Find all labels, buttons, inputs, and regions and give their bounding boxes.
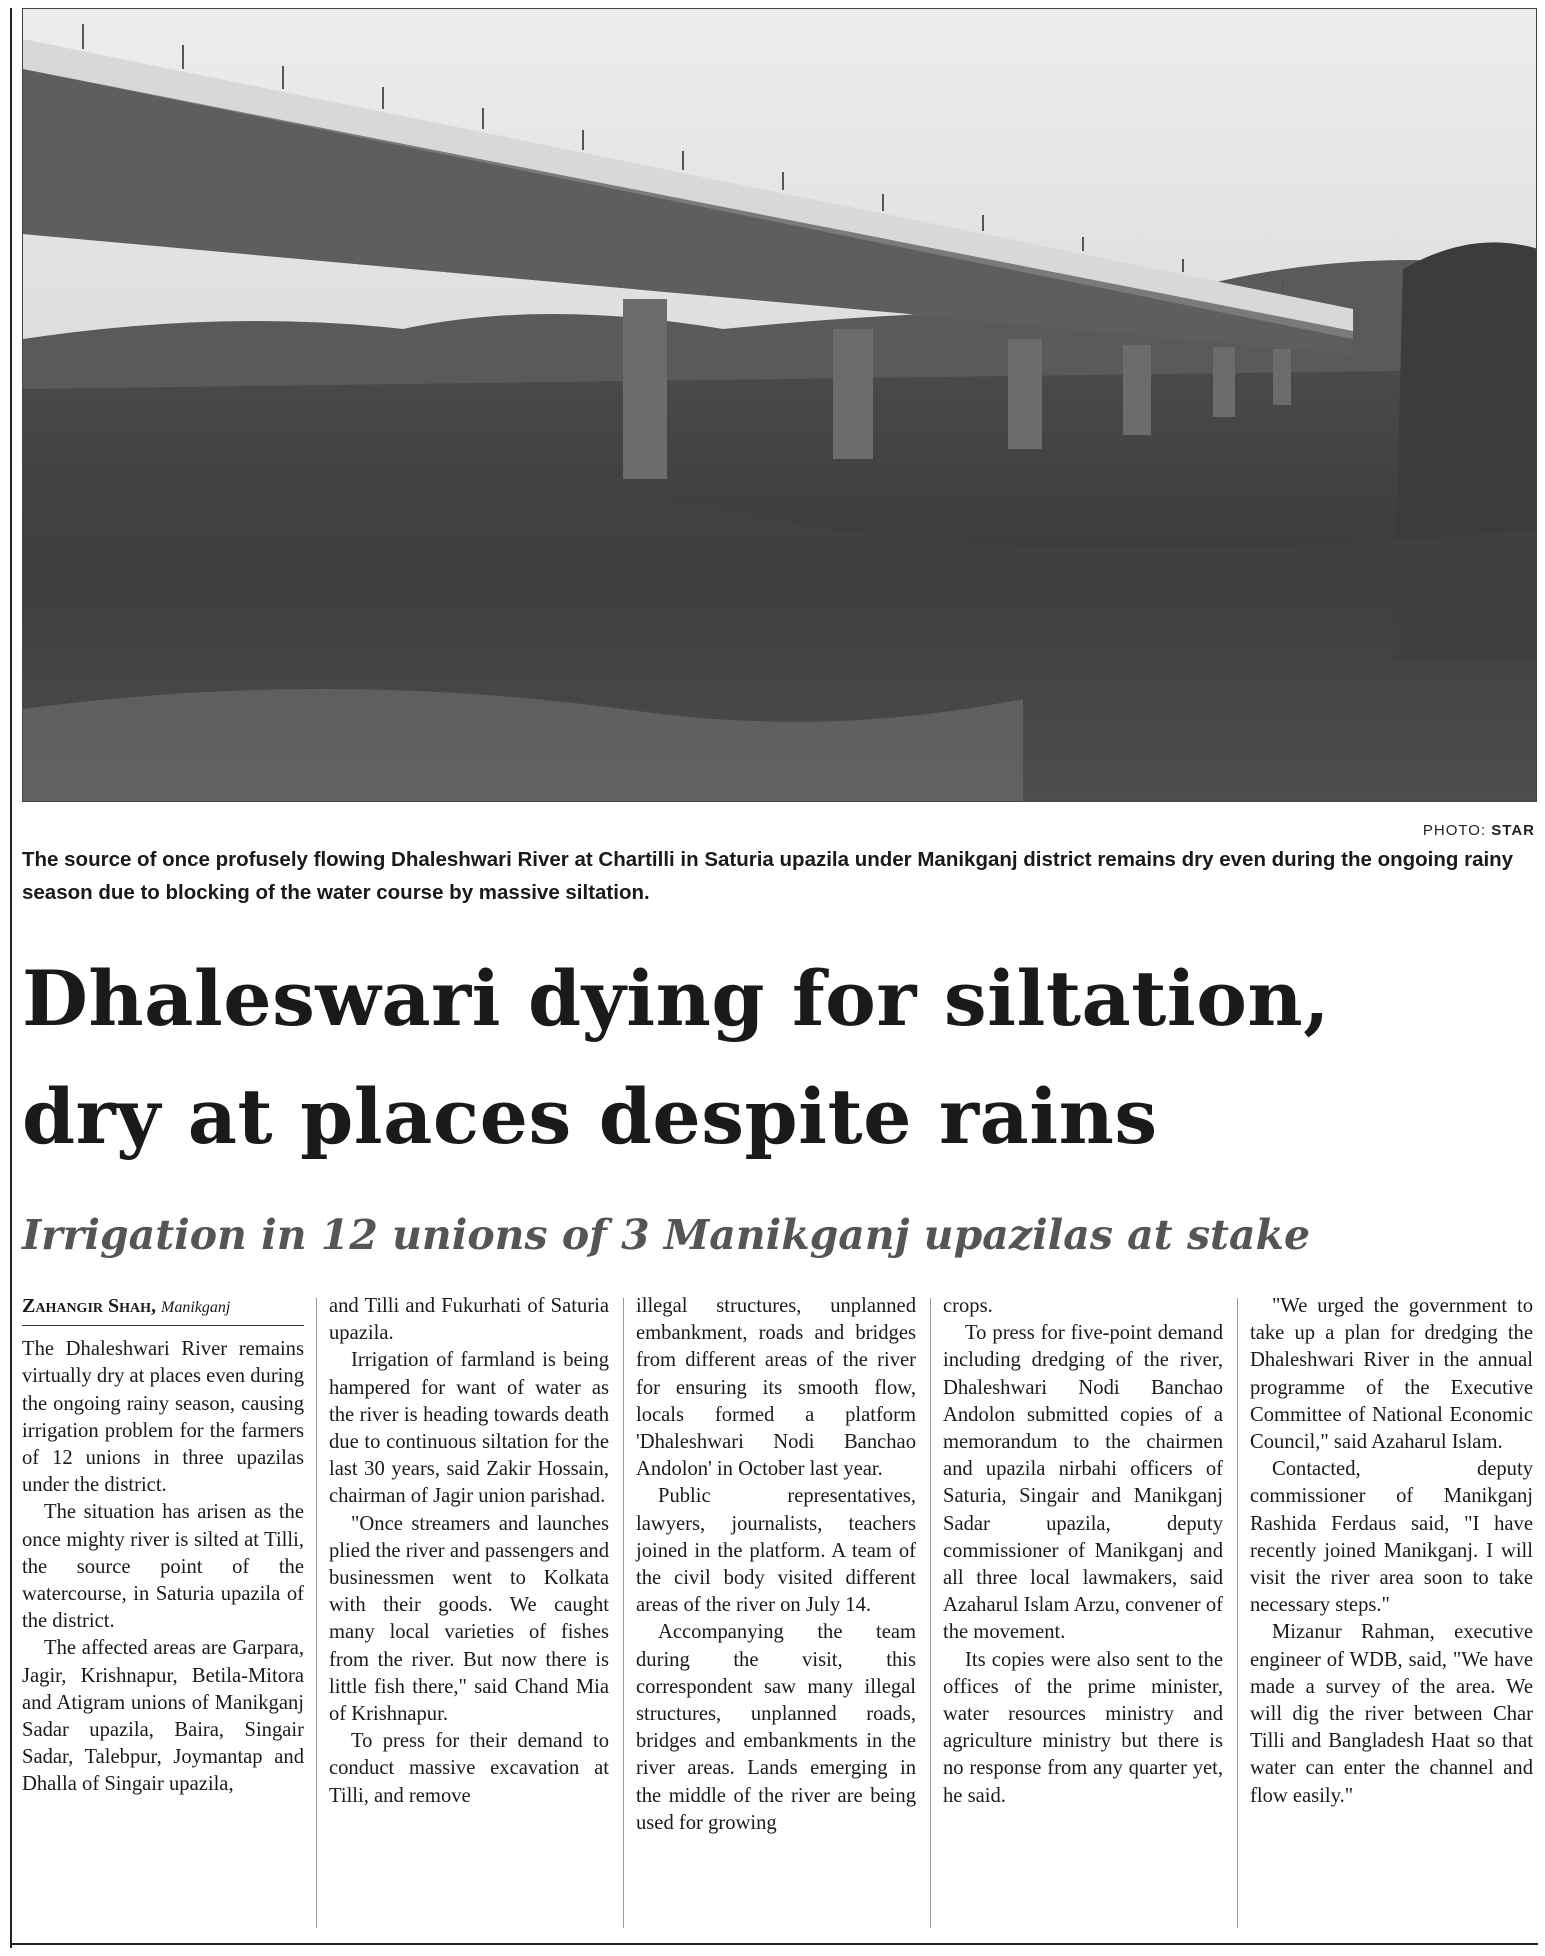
subheadline: Irrigation in 12 unions of 3 Manikganj upazilas at stake [22,1211,1311,1259]
column-divider [930,1298,931,1928]
bridge-photo-illustration [23,9,1537,802]
article-paragraph: Public representatives, lawyers, journalists, teachers joined in the platform. A team of the civil body visited different areas of the river on July 14. [636,1485,916,1617]
article-paragraph: "Once streamers and launches plied the river and passengers and businessmen went to Kolkata with their goods. We caught many local varieties of fishes from the river. But now there is little fish there," said Chand Mia of Krishnapur. [329,1512,609,1726]
article-paragraph: Accompanying the team during the visit, this correspondent saw many illegal structures, unplanned roads, bridges and embankments in the river areas. Lands emerging in the middle of the river are being used for growing [636,1621,916,1834]
article-paragraph: illegal structures, unplanned embankment, roads and bridges from different areas of the river for ensuring its smooth flow, locals formed a platform 'Dhaleshwari Nodi Banchao Andolon' in October last year. [636,1295,916,1481]
photo-credit-source: STAR [1491,822,1535,839]
photo-caption: The source of once profusely flowing Dhaleshwari River at Chartilli in Saturia upazila under Manikganj district remains dry even during the ongoing rainy season due to blocking of the water course by massive siltation. [22,848,1514,904]
article-column-4 [943,1293,1223,1810]
article-paragraph: "We urged the government to take up a plan for dredging the Dhaleshwari River in the annual programme of the Executive Committee of National Economic Council," said Azaharul Islam. [1250,1295,1533,1454]
headline-line-1: Dhaleswari dying for siltation, [22,954,1331,1043]
column-divider [316,1298,317,1928]
left-border-rule [10,8,12,1948]
article-paragraph: The Dhaleshwari River remains virtually dry at places even during the ongoing rainy season, causing irrigation problem for the farmers of 12 unions in three upazilas under the district. [22,1338,304,1497]
article-paragraph: The situation has arisen as the once mighty river is silted at Tilli, the source point of the watercourse, in Saturia upazila of the district. [22,1501,304,1633]
article-column-5 [1250,1293,1533,1810]
byline-author: Zahangir Shah, [22,1295,157,1317]
bridge-photo [22,8,1537,802]
column-divider [623,1298,624,1928]
article-column-2 [329,1293,609,1810]
headline-line-2: dry at places despite rains [22,1072,1158,1161]
byline-location: Manikganj [161,1299,231,1316]
headline [22,940,1537,1176]
article-paragraph: Its copies were also sent to the offices of the prime minister, water resources ministry and agriculture ministry but there is no response from any quarter yet, he said. [943,1648,1223,1807]
column-divider [1237,1298,1238,1928]
article-paragraph: and Tilli and Fukurhati of Saturia upazila. [329,1295,609,1345]
article-paragraph: crops. [943,1295,993,1317]
photo-credit-label: PHOTO: [1422,822,1487,839]
article-column-1 [22,1293,304,1799]
article-paragraph: Irrigation of farmland is being hampered for want of water as the river is heading towards death due to continuous siltation for the last 30 years, said Zakir Hossain, chairman of Jagir union parishad. [329,1349,609,1508]
article-paragraph: Mizanur Rahman, executive engineer of WDB, said, "We have made a survey of the area. We will dig the river between Char Tilli and Bangladesh Haat so that water can enter the channel and flow easily." [1250,1621,1533,1807]
article-column-3 [636,1293,916,1837]
photo-credit [1423,822,1535,839]
article-paragraph: Contacted, deputy commissioner of Manikganj Rashida Ferdaus said, "I have recently joined Manikganj. I will visit the river area soon to take necessary steps." [1250,1458,1533,1617]
byline [22,1293,304,1326]
bottom-border-rule [10,1943,1538,1945]
article-paragraph: To press for their demand to conduct massive excavation at Tilli, and remove [329,1730,609,1807]
article-paragraph: To press for five-point demand including dredging of the river, Dhaleshwari Nodi Banchao Andolon submitted copies of a memorandum to the chairmen and upazila nirbahi officers of Saturia, Singair and Manikganj Sadar upazila, deputy commissioner of Manikganj and all three local lawmakers, said Azaharul Islam Arzu, convener of the movement. [943,1322,1223,1644]
article-paragraph: The affected areas are Garpara, Jagir, Krishnapur, Betila-Mitora and Atigram unions of Manikganj Sadar upazila, Baira, Singair Sadar, Talebpur, Joymantap and Dhalla of Singair upazila, [22,1637,304,1796]
